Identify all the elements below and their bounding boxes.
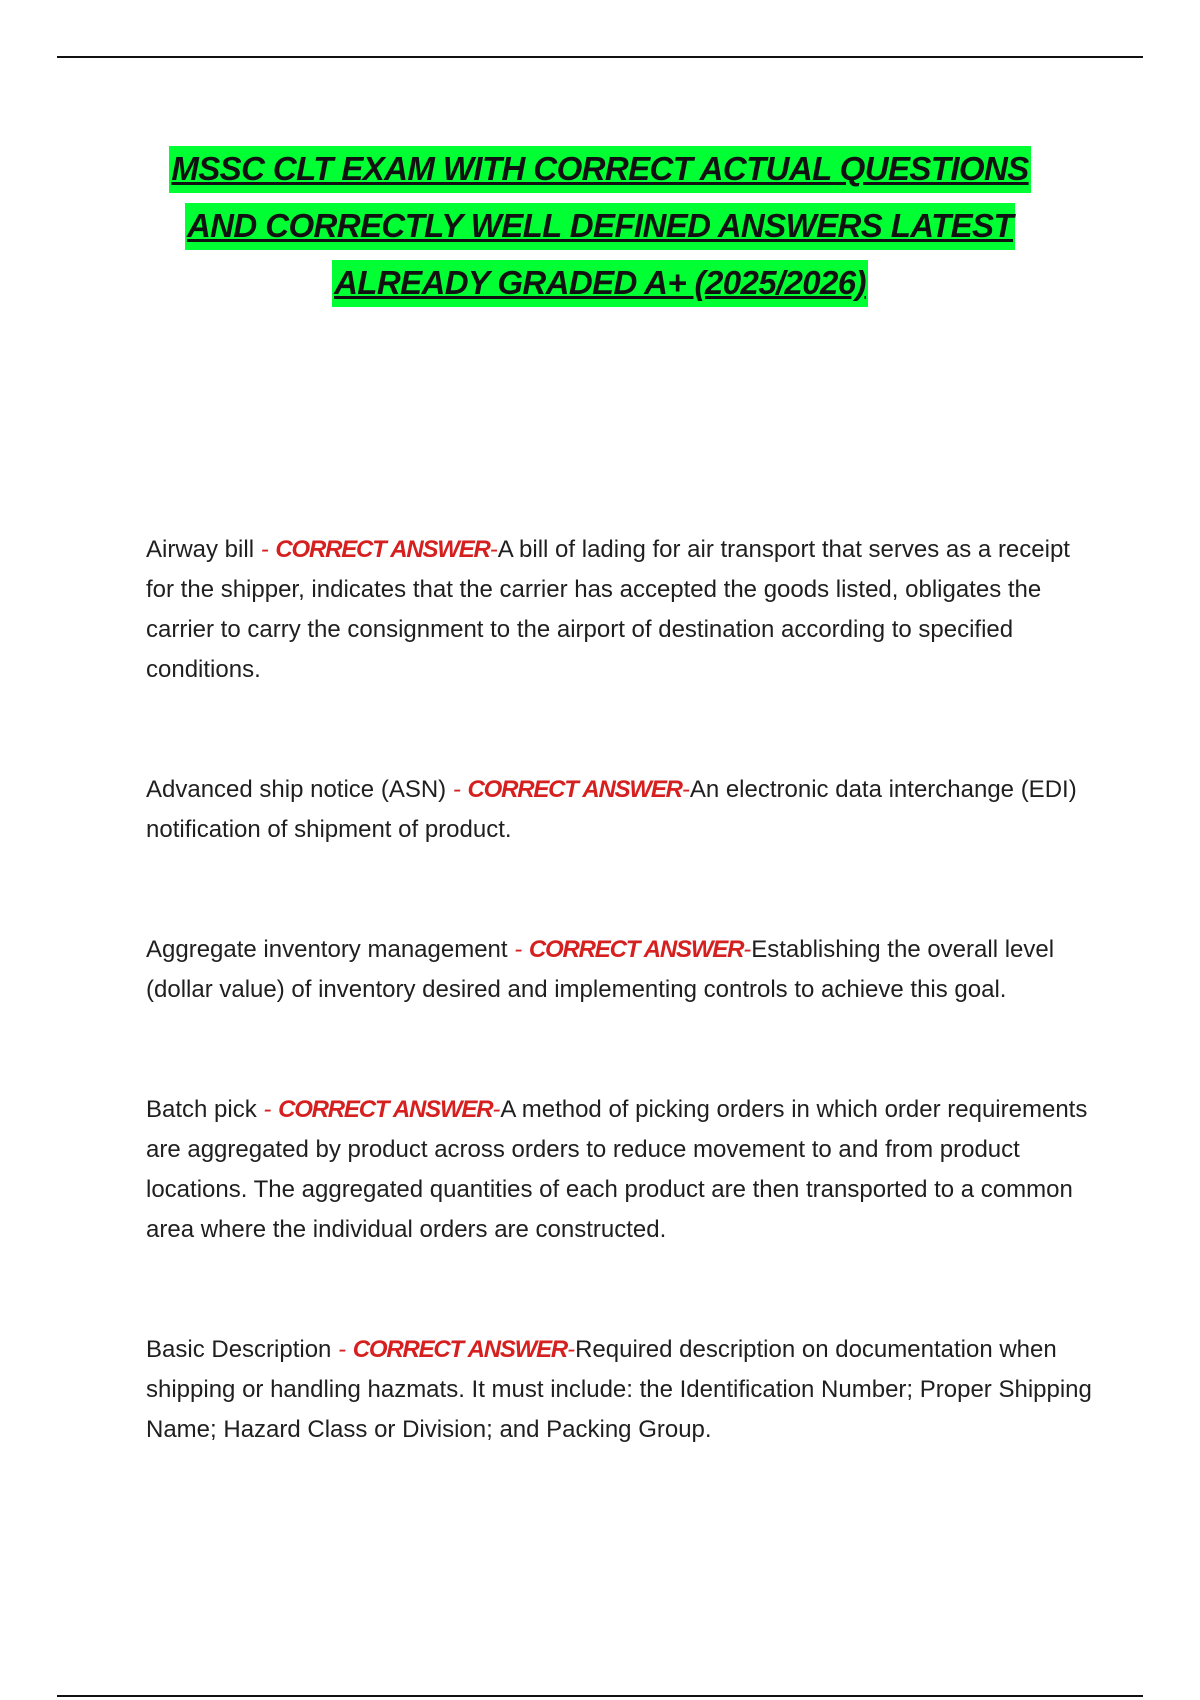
document-title: [100, 140, 1100, 311]
correct-answer-label: CORRECT ANSWER: [528, 936, 744, 963]
correct-answer-label: CORRECT ANSWER: [275, 536, 490, 563]
entry-aggregate-inventory-management: Aggregate inventory management - CORRECT ANSWER-Establishing the overall level (dollar value) of inventory desired and implementing controls to achieve this goal.: [146, 936, 1055, 1003]
title-line-1: MSSC CLT EXAM WITH CORRECT ACTUAL QUESTIONS: [100, 140, 1100, 197]
bottom-rule: [57, 1695, 1143, 1697]
entry-definition: An electronic data interchange (EDI) notification of shipment of product.: [146, 776, 1077, 843]
entry-definition: A method of picking orders in which order requirements are aggregated by product across orders to reduce movement to and from product locations. The aggregated quantities of each product are then transported to a common area where the individual orders are constructed.: [146, 1096, 1088, 1243]
entry-definition: A bill of lading for air transport that serves as a receipt for the shipper, indicates that the carrier has accepted the goods listed, obligates the carrier to carry the consignment to the airport of destination according to specified conditions.: [146, 536, 1070, 683]
entry-basic-description: Basic Description - CORRECT ANSWER-Required description on documentation when shipping or handling hazmats. It must include: the Identification Number; Proper Shipping Name; Hazard Class or Division; and Packing Group.: [146, 1336, 1092, 1443]
entry-term: Basic Description: [146, 1336, 332, 1363]
entry-advanced-ship-notice: Advanced ship notice (ASN) - CORRECT ANSWER-An electronic data interchange (EDI) notification of shipment of product.: [146, 776, 1077, 843]
entry-batch-pick: Batch pick - CORRECT ANSWER-A method of picking orders in which order requirements are aggregated by product across orders to reduce movement to and from product locations. The aggregated quantities of each product are then transported to a common area where the individual orders are constructed.: [146, 1096, 1088, 1243]
correct-answer-label: CORRECT ANSWER: [278, 1096, 493, 1123]
entry-term: Airway bill: [146, 536, 255, 563]
entry-term: Batch pick: [146, 1096, 257, 1123]
entry-term: Advanced ship notice (ASN): [146, 776, 447, 803]
entry-term: Aggregate inventory management: [146, 936, 508, 963]
correct-answer-label: CORRECT ANSWER: [352, 1336, 568, 1363]
title-line-2: AND CORRECTLY WELL DEFINED ANSWERS LATEST: [100, 197, 1100, 254]
entry-airway-bill: Airway bill - CORRECT ANSWER-A bill of lading for air transport that serves as a receipt for the shipper, indicates that the carrier has accepted the goods listed, obligates the carrier to carry the consignment to the airport of destination according to specified conditions.: [146, 536, 1070, 683]
title-line-3: ALREADY GRADED A+ (2025/2026): [100, 254, 1100, 311]
correct-answer-label: CORRECT ANSWER: [467, 776, 682, 803]
entry-definition: Required description on documentation when shipping or handling hazmats. It must include: the Identification Number; Proper Shipping Name; Hazard Class or Division; and Packing Group.: [146, 1336, 1092, 1443]
top-rule: [57, 56, 1143, 58]
entry-definition: Establishing the overall level (dollar value) of inventory desired and implementing controls to achieve this goal.: [146, 936, 1055, 1003]
